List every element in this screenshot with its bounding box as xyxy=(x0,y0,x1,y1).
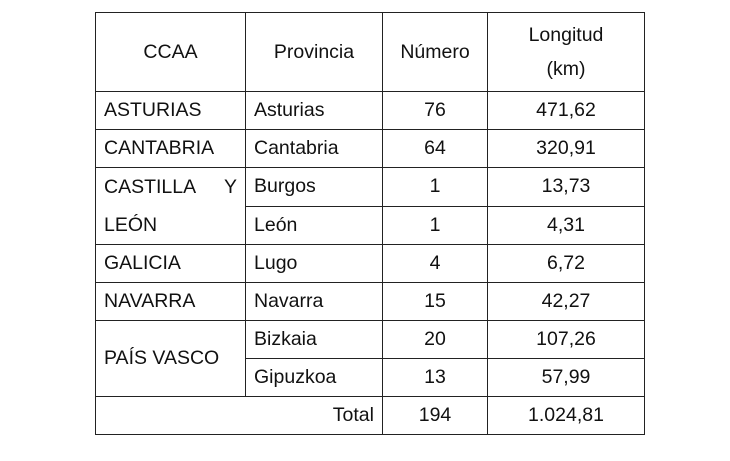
cell-provincia: Bizkaia xyxy=(246,321,383,359)
cell-longitud: 4,31 xyxy=(488,206,645,245)
cell-provincia: Lugo xyxy=(246,245,383,283)
cell-longitud: 320,91 xyxy=(488,130,645,168)
cell-provincia: Burgos xyxy=(246,168,383,207)
header-provincia: Provincia xyxy=(246,13,383,92)
ccaa-line1 xyxy=(104,168,237,206)
cell-ccaa xyxy=(96,168,246,245)
table-row xyxy=(96,245,645,283)
table-row xyxy=(96,92,645,130)
ccaa-word: CASTILLA xyxy=(104,176,197,198)
total-row xyxy=(96,397,645,435)
table-row xyxy=(96,130,645,168)
cell-provincia: León xyxy=(246,206,383,245)
total-numero: 194 xyxy=(383,397,488,435)
cell-ccaa: NAVARRA xyxy=(96,283,246,321)
cell-provincia: Gipuzkoa xyxy=(246,359,383,397)
table-row xyxy=(96,321,645,359)
data-table xyxy=(95,12,645,435)
table-row xyxy=(96,168,645,207)
ccaa-line2: LEÓN xyxy=(104,214,158,236)
cell-numero: 1 xyxy=(383,168,488,207)
header-ccaa: CCAA xyxy=(96,13,246,92)
cell-provincia: Navarra xyxy=(246,283,383,321)
cell-longitud: 471,62 xyxy=(488,92,645,130)
header-numero: Número xyxy=(383,13,488,92)
cell-ccaa: ASTURIAS xyxy=(96,92,246,130)
cell-numero: 76 xyxy=(383,92,488,130)
cell-provincia: Cantabria xyxy=(246,130,383,168)
cell-numero: 4 xyxy=(383,245,488,283)
cell-longitud: 6,72 xyxy=(488,245,645,283)
cell-longitud: 57,99 xyxy=(488,359,645,397)
table-row xyxy=(96,283,645,321)
cell-longitud: 42,27 xyxy=(488,283,645,321)
header-longitud-line1: Longitud xyxy=(528,24,604,46)
total-label: Total xyxy=(96,397,383,435)
cell-numero: 15 xyxy=(383,283,488,321)
cell-numero: 64 xyxy=(383,130,488,168)
total-longitud: 1.024,81 xyxy=(488,397,645,435)
cell-numero: 20 xyxy=(383,321,488,359)
cell-ccaa: PAÍS VASCO xyxy=(96,321,246,397)
cell-ccaa: CANTABRIA xyxy=(96,130,246,168)
cell-numero: 13 xyxy=(383,359,488,397)
cell-numero: 1 xyxy=(383,206,488,245)
header-row xyxy=(96,13,645,92)
header-longitud-line2: (km) xyxy=(546,58,586,80)
cell-ccaa: GALICIA xyxy=(96,245,246,283)
cell-longitud: 107,26 xyxy=(488,321,645,359)
cell-longitud: 13,73 xyxy=(488,168,645,207)
header-longitud xyxy=(488,13,645,92)
ccaa-word: Y xyxy=(223,176,237,198)
cell-provincia: Asturias xyxy=(246,92,383,130)
